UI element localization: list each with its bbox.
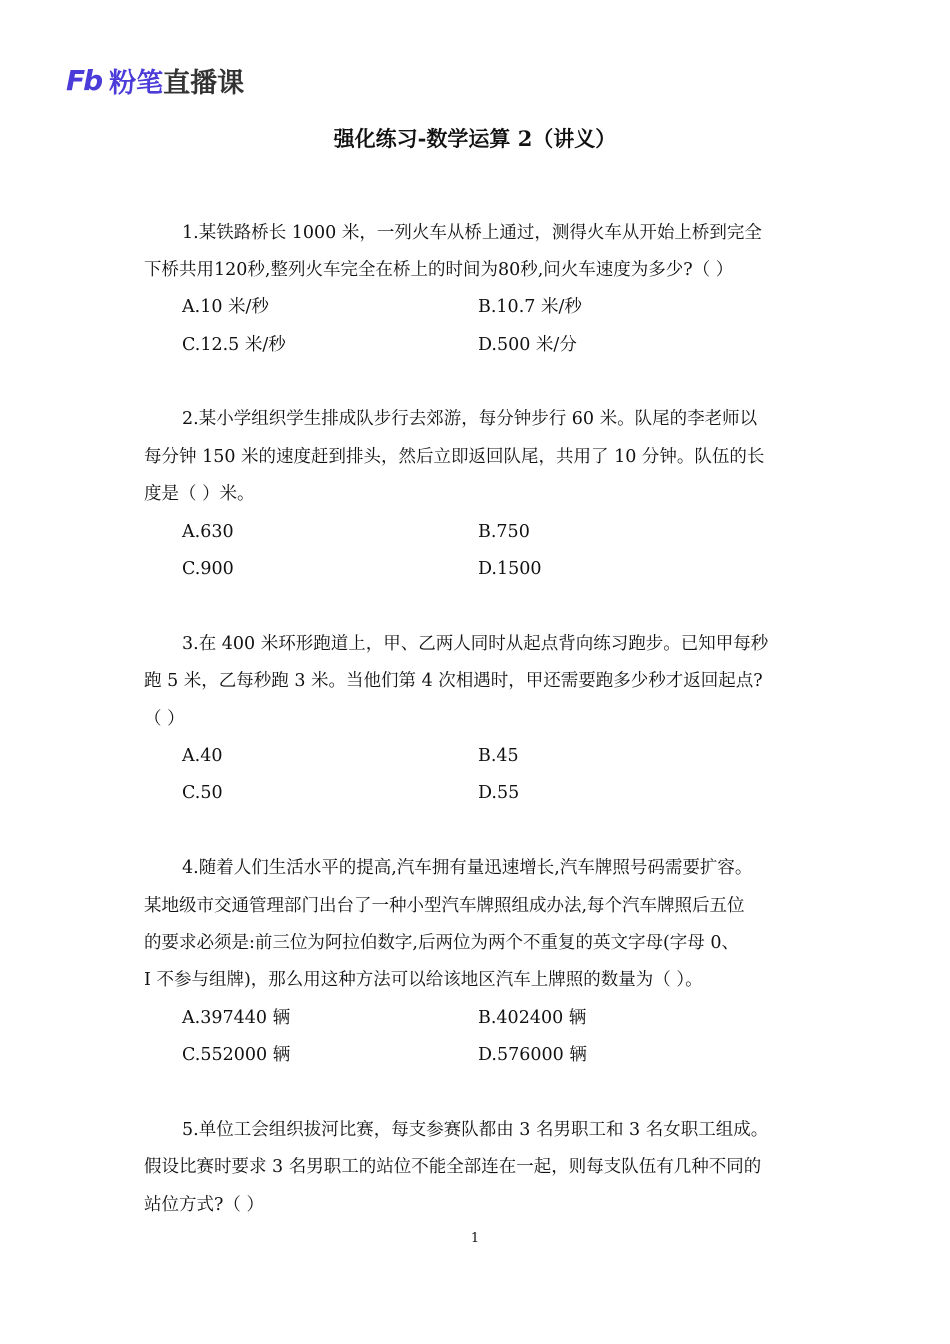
spacer (144, 588, 809, 625)
question-text-line: 站位方式?（ ） (144, 1194, 264, 1215)
options-row (144, 289, 809, 326)
question-text-line: I 不参与组牌)，那么用这种方法可以给该地区汽车上牌照的数量为（ ）。 (144, 970, 703, 991)
option: A.397440 辆 (182, 1007, 291, 1028)
spacer (144, 1074, 809, 1111)
option: D.1500 (478, 559, 542, 580)
options-row (144, 327, 809, 364)
option: B.10.7 米/秒 (478, 297, 582, 318)
option: A.10 米/秒 (182, 297, 269, 318)
option: B.402400 辆 (478, 1007, 587, 1028)
spacer (144, 364, 809, 401)
option: A.40 (182, 745, 223, 766)
option: B.45 (478, 745, 519, 766)
options-row (144, 1037, 809, 1074)
spacer (144, 813, 809, 850)
option: D.576000 辆 (478, 1045, 587, 1066)
question-3 (144, 626, 809, 813)
option: B.750 (478, 521, 530, 542)
question-1 (144, 215, 809, 365)
question-list (144, 215, 809, 1262)
question-text-line: 2.某小学组织学生排成队步行去郊游，每分钟步行 60 米。队尾的李老师以 (182, 409, 758, 430)
question-4 (144, 850, 809, 1074)
logo-mark: Fb (66, 63, 102, 97)
question-text-line: 某地级市交通管理部门出台了一种小型汽车牌照组成办法,每个汽车牌照后五位 (144, 895, 745, 916)
option: D.55 (478, 783, 520, 804)
question-text-line: 4.随着人们生活水平的提高,汽车拥有量迅速增长,汽车牌照号码需要扩容。 (182, 858, 753, 879)
options-row (144, 514, 809, 551)
fenbi-logo (66, 62, 244, 98)
question-text-line: 度是（ ）米。 (144, 484, 255, 505)
question-text-line: 每分钟 150 米的速度赶到排头，然后立即返回队尾，共用了 10 分钟。队伍的长 (144, 446, 765, 467)
question-text-line: 1.某铁路桥长 1000 米，一列火车从桥上通过，测得火车从开始上桥到完全 (182, 222, 762, 243)
option: A.630 (182, 521, 234, 542)
question-text-line: 下桥共用120秒,整列火车完全在桥上的时间为80秒,问火车速度为多少?（ ） (144, 259, 734, 280)
question-text-line: （ ） (144, 708, 185, 729)
logo-product: 直播课 (163, 67, 245, 99)
question-text-line: 假设比赛时要求 3 名男职工的站位不能全部连在一起，则每支队伍有几种不同的 (144, 1157, 762, 1178)
question-text-line: 3.在 400 米环形跑道上，甲、乙两人同时从起点背向练习跑步。已知甲每秒 (182, 633, 769, 654)
question-text-line: 5.单位工会组织拔河比赛，每支参赛队都由 3 名男职工和 3 名女职工组成。 (182, 1119, 769, 1140)
page-number: 1 (470, 1231, 480, 1246)
logo-brand: 粉笔 (109, 67, 164, 99)
option: D.500 米/分 (478, 334, 577, 355)
options-row (144, 738, 809, 775)
question-2 (144, 401, 809, 588)
page-title: 强化练习-数学运算 2（讲义） (333, 126, 617, 151)
question-5 (144, 1112, 809, 1224)
options-row (144, 551, 809, 588)
option: C.552000 辆 (182, 1045, 291, 1066)
options-row (144, 775, 809, 812)
option: C.900 (182, 559, 234, 580)
question-text-line: 的要求必须是:前三位为阿拉伯数字,后两位为两个不重复的英文字母(字母 0、 (144, 932, 739, 953)
option: C.50 (182, 783, 223, 804)
options-row (144, 1000, 809, 1037)
question-text-line: 跑 5 米，乙每秒跑 3 米。当他们第 4 次相遇时，甲还需要跑多少秒才返回起点? (144, 671, 763, 692)
option: C.12.5 米/秒 (182, 334, 286, 355)
